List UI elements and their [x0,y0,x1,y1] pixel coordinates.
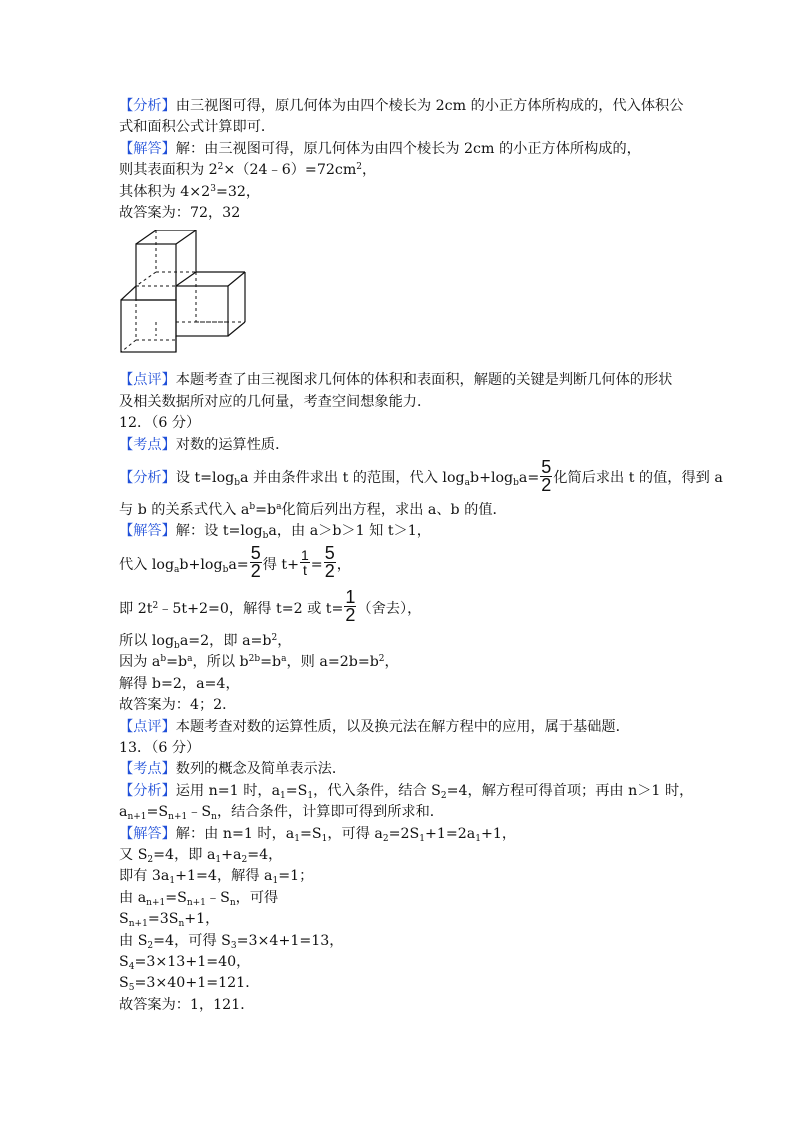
s11-comment-line-2: 及相关数据所对应的几何量，考查空间想象能力． [119,393,432,410]
s11-answer-line: 故答案为：72，32 [119,205,241,222]
topic-tag: 【考点】 [119,436,176,453]
q12-answer-line: 故答案为：4；2． [119,697,237,714]
fraction-five-halves: $\frac{5}{2}$ [324,543,335,582]
s11-volume-line: 其体积为 $4\times 2^3=32$， [119,183,261,200]
q13-header: 13．（6 分） [119,739,201,756]
s11-analysis-line-1: 【分析】由三视图可得，原几何体为由四个棱长为 2cm 的小正方体所构成的，代入体积公 [119,98,684,114]
q12-topic: 【考点】对数的运算性质． [119,436,290,453]
q13-solution-line-4: 由 $a_{n+1}=S_{n+1}﹣S_n$，可得 [119,889,279,908]
q12-solution-line-2: 代入 $\log_ab+\log_ba=$ $\frac{5}{2}$ 得 t+ $\frac{1}{t}$ = $\frac{5}{2}$ ， [119,543,351,582]
q13-solution-line-8: $S_5=3\times 40+1=121$． [119,975,260,994]
q13-solution-line-1: 【解答】解：由 n=1 时，$a_1=S_1$，可得 $a_2=2S_1+1=2a_1+1$， [119,825,517,844]
q13-solution-line-7: $S_4=3\times 13+1=40$， [119,953,251,972]
q13-topic: 【考点】数列的概念及简单表示法． [119,761,347,778]
analysis-tag: 【分析】 [119,470,176,487]
q13-solution-line-3: 即有 $3a_1+1=4$，解得 $a_1=1$； [119,868,314,887]
cube-figure [119,230,254,360]
comment-tag: 【点评】 [119,718,176,735]
s11-analysis-line-2: 式和面积公式计算即可． [119,119,276,136]
q12-solution-line-6: 解得 b=2，a=4， [119,675,240,692]
fraction-one-over-t: $\frac{1}{t}$ [301,547,309,579]
q12-comment: 【点评】本题考查对数的运算性质，以及换元法在解方程中的应用，属于基础题． [119,718,630,735]
q12-solution-line-4: 所以 $\log_ba=2$，即 $a=b^2$， [119,632,292,651]
s11-surface-area-line: 则其表面积为 $2^2\times(24﹣6)=72cm^2$， [119,162,377,179]
q12-solution-line-5: 因为 $a^b=b^a$，所以 $b^{2b}=b^a$，则 $a=2b=b^2$， [119,654,399,671]
comment-tag: 【点评】 [119,372,176,389]
q12-solution-line-1: 【解答】解：设 $t=\log_ba$，由 a＞b＞1 知 t＞1， [119,523,431,542]
solution-tag: 【解答】 [119,140,176,157]
q13-answer-line: 故答案为：1，121． [119,996,255,1013]
q12-analysis-line-2: 与 b 的关系式代入 $a^b=b^a$化简后列出方程，求出 a、b 的值． [119,502,507,519]
topic-tag: 【考点】 [119,761,176,778]
solution-tag: 【解答】 [119,825,176,842]
solution-tag: 【解答】 [119,523,176,540]
q12-header: 12．（6 分） [119,415,201,432]
s11-solution-line-1: 【解答】解：由三视图可得，原几何体为由四个棱长为 2cm 的小正方体所构成的， [119,140,641,157]
fraction-one-half: $\frac{1}{2}$ [345,587,356,626]
q12-analysis-line-1: 【分析】设 $t=\log_ba$ 并由条件求出 t 的范围，代入 $\log_ab+\log_ba=$ $\frac{5}{2}$ 化简后求出 t 的值，得到 a [119,456,723,495]
q13-solution-line-5: $S_{n+1}=3S_n+1$， [119,911,220,930]
q13-analysis-line-1: 【分析】运用 n=1 时，$a_1=S_1$，代入条件，结合 $S_2=4$，解方程可得首项；再由 n＞1 时， [119,782,694,801]
s11-comment-line-1: 【点评】本题考查了由三视图求几何体的体积和表面积，解题的关键是判断几何体的形状 [119,372,673,389]
fraction-five-halves: $\frac{5}{2}$ [250,543,261,582]
q13-analysis-line-2: $a_{n+1}=S_{n+1}﹣S_n$，结合条件，计算即可得到所求和． [119,804,444,823]
q13-solution-line-6: 由 $S_2=4$，可得 $S_3=3\times 4+1=13$， [119,932,344,951]
analysis-tag: 【分析】 [119,782,176,799]
q12-solution-line-3: 即 $2t^2﹣5t+2=0$，解得 t=2 或 t= $\frac{1}{2}$ （舍去）， [119,587,422,626]
solution-document [119,96,723,1016]
q13-solution-line-2: 又 $S_2=4$，即 $a_1+a_2=4$， [119,846,283,865]
analysis-tag: 【分析】 [119,98,176,114]
fraction-five-halves: $\frac{5}{2}$ [541,456,552,495]
